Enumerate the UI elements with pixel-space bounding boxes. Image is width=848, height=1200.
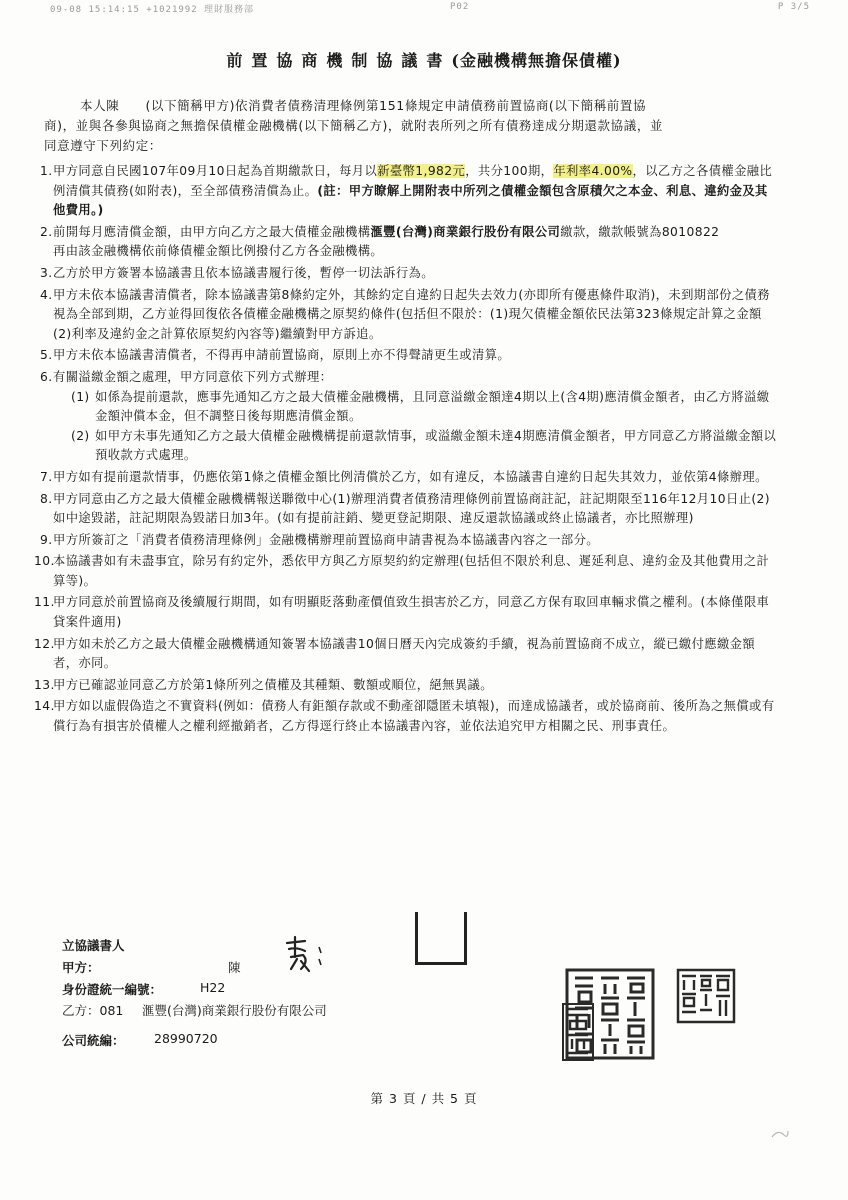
clause-note: (註：甲方瞭解上開附表中所列之債權金額包含原積欠之本金、利息、違約金及其他費用。) <box>53 183 768 218</box>
intro-line: 同意遵守下列約定： <box>44 138 162 153</box>
sub-clause-2 <box>53 427 780 466</box>
clause-4 <box>40 286 780 345</box>
clause-14 <box>34 697 780 736</box>
clause-text: ，以乙方之各債權金融比例清償其債務(如附表)，至全部債務清償為止。 <box>53 164 773 198</box>
installment-amount-highlight: 新臺幣1,982元 <box>377 164 466 178</box>
clause-text: 甲方同意於前置協商及後續履行期間，如有明顯貶落動產價值致生損害於乙方，同意乙方保有取回車輛求償之權利。(本條僅限車貸案件適用) <box>53 595 770 630</box>
clause-10 <box>34 552 780 591</box>
fax-header-middle: P02 <box>450 2 470 12</box>
intro-line: 本人陳 (以下簡稱甲方)依消費者債務清理條例第151條規定申請債務前置協商(以下簡稱前置協 <box>80 98 647 113</box>
clause-9 <box>40 531 780 551</box>
clause-list <box>34 162 783 739</box>
sub-clause-number: (1) <box>71 389 90 404</box>
bank-name: 滙豐(台灣)商業銀行股份有限公司 <box>370 224 561 239</box>
clause-text: 乙方於甲方簽署本協議書且依本協議書履行後，暫停一切法訴行為。 <box>53 265 434 280</box>
id-number-label: 身份證統一編號： <box>62 982 163 997</box>
page-number: 第 3 頁 / 共 5 頁 <box>370 1091 478 1106</box>
clause-text: 甲方如以虛假偽造之不實資料(例如：債務人有鉅額存款或不動產卻隱匿未填報)，而達成協議者，或於協商前、後所為之無償或有償行為有損害於債權人之權利經撤銷者，乙方得逕行終止本協議書內容，並依法追究甲方相關之民、刑事責任。 <box>53 699 775 734</box>
sub-clause-1 <box>53 388 780 427</box>
clause-text: ，共分100期， <box>465 164 554 178</box>
title-main: 前置協商機制協議書 <box>226 51 452 70</box>
clause-number: 2. <box>40 224 53 239</box>
clause-number: 6. <box>40 369 53 384</box>
party-a-label: 甲方： <box>62 960 100 975</box>
party-b-name: 滙豐(台灣)商業銀行股份有限公司 <box>142 1003 327 1018</box>
fax-header <box>50 2 810 18</box>
clause-number: 3. <box>40 265 53 280</box>
clause-13 <box>34 676 780 696</box>
intro-line: 商)，並與各參與協商之無擔保債權金融機構(以下簡稱乙方)，就附表所列之所有債務達成分期還款協議，並 <box>44 118 664 133</box>
title-sub: (金融機構無擔保債權) <box>451 51 622 70</box>
handwritten-signature <box>283 935 333 975</box>
clause-number: 8. <box>40 491 53 506</box>
fax-header-left: 09-08 15:14:15 +1021992 理財服務部 <box>50 5 255 15</box>
sub-clause-text: 如係為提前還款，應事先通知乙方之最大債權金融機構，且同意溢繳金額達4期以上(含4期)應清償金額者，由乙方將溢繳金額沖償本金，但不調整日後每期應清償金額。 <box>95 389 770 424</box>
clause-text: 甲方已確認並同意乙方於第1條所列之債權及其種類、數額或順位，絕無異議。 <box>53 677 493 692</box>
clause-number: 10. <box>34 554 55 569</box>
sub-clause-number: (2) <box>71 428 90 443</box>
clause-11 <box>34 593 780 632</box>
clause-text: 甲方同意自民國107年09月10日起為首期繳款日，每月以 <box>53 164 378 178</box>
clause-number: 5. <box>40 348 53 363</box>
clause-number: 11. <box>34 595 55 610</box>
id-number-value: H22 <box>200 980 226 995</box>
party-a-name: 陳 <box>228 960 241 975</box>
clause-number: 13. <box>34 677 55 692</box>
clause-text: 本協議書如有未盡事宜，除另有約定外，悉依甲方與乙方原契約約定辦理(包括但不限於利息、遲延利息、違約金及其他費用之計算等)。 <box>53 554 770 588</box>
clause-number: 1. <box>40 164 53 178</box>
scan-mark <box>770 1127 790 1141</box>
clause-8 <box>40 490 780 529</box>
clause-number: 7. <box>40 469 53 484</box>
signatory-heading: 立協議書人 <box>62 938 125 953</box>
clause-text: 有關溢繳金額之處理，甲方同意依下列方式辦理： <box>53 369 333 384</box>
document-title <box>0 48 848 71</box>
sub-clause-text: 如甲方未事先通知乙方之最大債權金融機構提前還款情事，或溢繳金額未達4期應清償金額者，甲方同意乙方將溢繳金額以預收款方式處理。 <box>95 428 777 463</box>
clause-12 <box>34 635 780 674</box>
bank-company-seal <box>565 968 655 1060</box>
clause-text: 前開每月應清償金額，由甲方向乙方之最大債權金融機構 <box>53 224 371 239</box>
clause-1 <box>40 162 780 221</box>
officer-personal-seal <box>676 968 736 1024</box>
interest-rate-highlight: 年利率4.00% <box>553 164 633 178</box>
clause-number: 12. <box>34 636 55 651</box>
intro-paragraph <box>44 96 768 156</box>
clause-5 <box>40 346 780 366</box>
clause-6 <box>40 368 780 466</box>
clause-7 <box>40 468 780 488</box>
clause-text: 甲方同意由乙方之最大債權金融機構報送聯徵中心(1)辦理消費者債務清理條例前置協商註記，註記期限至116年12月10日止(2)如中途毀諾，註記期限為毀諾日加3年。(如有提前註銷、變更登記期限、違反還款協議或終止協議者，亦比照辦理) <box>53 491 770 526</box>
clause-text: 繳款，繳款帳號為8010822 再由該金融機構依前條債權金額比例撥付乙方各金融機構。 <box>53 224 783 259</box>
company-number-label: 公司統編： <box>62 1033 125 1048</box>
clause-text: 甲方未依本協議書清償者，除本協議書第8條約定外，其餘約定自違約日起失去效力(亦即所有優惠條件取消)，未到期部份之債務視為全部到期，乙方並得回復依各債權金融機構之原契約條件(包括但不限於：(1)現欠債權金額依民法第323條規定計算之金額(2)利率及違約金之計算依原契約內容等)繼續對甲方訴追。 <box>53 287 770 341</box>
clause-text: 甲方如有提前還款情事，仍應依第1條之債權金額比例清償於乙方，如有違反，本協議書自違約日起失其效力，並依第4條辦理。 <box>53 469 768 484</box>
clause-text: 甲方未依本協議書清償者，不得再申請前置協商，原則上亦不得聲請更生或清算。 <box>53 348 511 363</box>
redaction-box <box>415 912 467 965</box>
clause-2 <box>40 223 783 262</box>
fax-header-right: P 3/5 <box>777 2 810 12</box>
clause-text: 甲方所簽訂之「消費者債務清理條例」金融機構辦理前置協商申請書視為本協議書內容之一部分。 <box>53 532 599 547</box>
clause-text: 甲方如未於乙方之最大債權金融機構通知簽署本協議書10個日曆天內完成簽約手續，視為前置協商不成立，縱已繳付應繳金額者，亦同。 <box>53 636 756 671</box>
clause-number: 4. <box>40 287 53 302</box>
clause-number: 9. <box>40 532 53 547</box>
company-number-value: 28990720 <box>154 1031 218 1046</box>
clause-number: 14. <box>34 699 55 714</box>
party-b-label: 乙方：081 <box>62 1003 124 1018</box>
clause-3 <box>40 264 780 284</box>
